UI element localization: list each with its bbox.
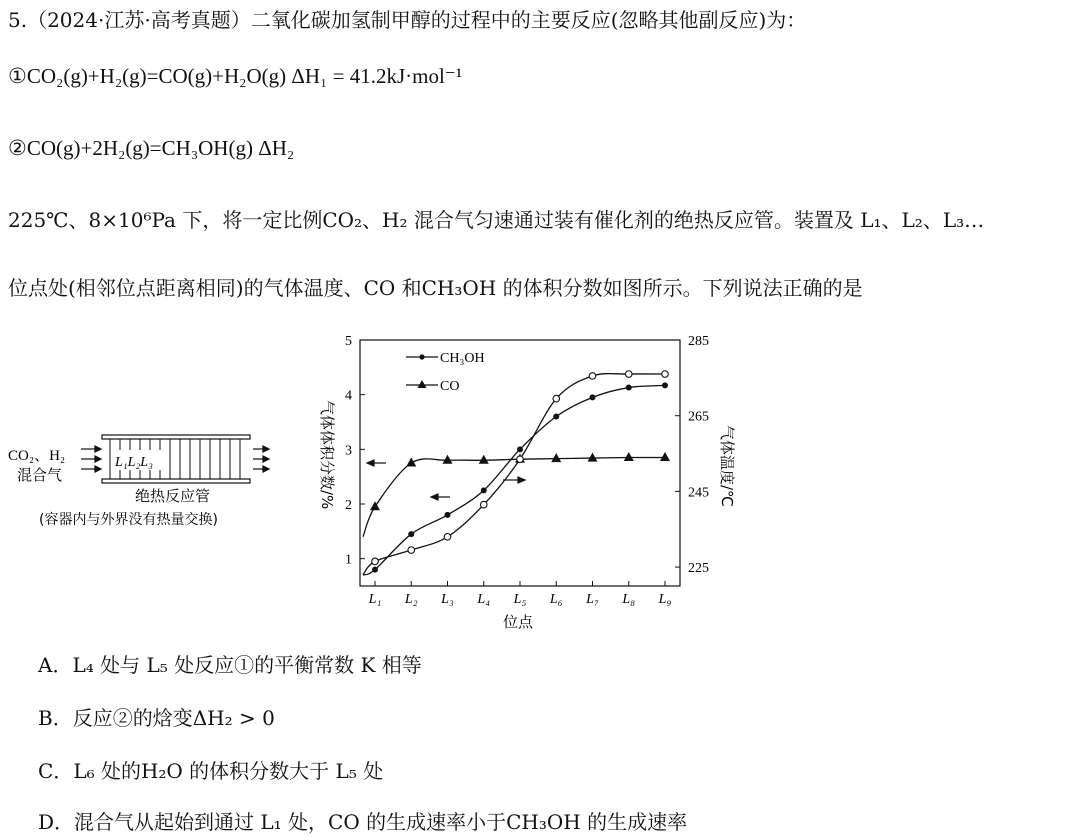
series-2-point <box>444 534 451 541</box>
series-0-point <box>626 385 632 391</box>
tube-points-label: L₁L₂L₃ <box>115 455 153 470</box>
question-header: 5.（2024·江苏·高考真题）二氧化碳加氢制甲醇的过程中的主要反应(忽略其他副反应)为： <box>8 8 807 32</box>
option-a-text: L₄ 处与 L₅ 处反应①的平衡常数 K 相等 <box>72 653 422 677</box>
y-left-tick-label: 2 <box>345 498 352 513</box>
series-0-point <box>590 394 596 400</box>
series-2-line <box>363 374 665 575</box>
x-axis-label: 位点 <box>503 613 534 631</box>
option-b[interactable] <box>38 704 275 732</box>
option-c-text: L₆ 处的H₂O 的体积分数大于 L₅ 处 <box>73 759 384 783</box>
y-right-tick-label: 245 <box>688 485 709 501</box>
x-tick-label: L₅ <box>513 592 527 607</box>
y-axis-left-label: 气体体积分数/% <box>318 400 336 510</box>
y-left-tick-label: 5 <box>345 334 352 349</box>
option-d[interactable] <box>38 808 687 836</box>
series-2-point <box>589 373 596 380</box>
legend-ch3oh-label: CH₃OH <box>440 351 485 366</box>
series-0-point <box>553 414 559 420</box>
inlet-arrows <box>81 446 101 472</box>
series-2-point <box>408 547 415 554</box>
condition-line-2: 位点处(相邻位点距离相同)的气体温度、CO 和CH₃OH 的体积分数如图所示。下列说法正确的是 <box>8 276 863 300</box>
series-0-point <box>408 531 414 537</box>
x-tick-label: L₇ <box>586 592 599 607</box>
option-c[interactable] <box>38 757 383 785</box>
series-2-point <box>372 558 379 565</box>
y-left-tick-label: 1 <box>345 552 352 568</box>
option-d-text: 混合气从起始到通过 L₁ 处，CO 的生成速率小于CH₃OH 的生成速率 <box>74 810 688 834</box>
series-1-point <box>551 453 561 462</box>
inlet-label-1: CO₂、H₂ <box>8 448 66 464</box>
option-b-letter: B． <box>38 706 73 730</box>
y-left-tick-label: 4 <box>345 388 352 404</box>
reactor-diagram <box>5 428 295 538</box>
y-right-tick-label: 265 <box>688 409 709 425</box>
y-right-tick-label: 225 <box>688 561 709 577</box>
series-1-point <box>588 453 598 462</box>
series-2-point <box>480 501 487 508</box>
reaction-2: ②CO(g)+2H₂(g)=CH₃OH(g) ΔH₂ <box>8 136 295 160</box>
series-1-point <box>443 455 453 464</box>
reaction-1: ①CO₂(g)+H₂(g)=CO(g)+H₂O(g) ΔH₁ = 41.2kJ·mol⁻¹ <box>8 64 463 88</box>
x-tick-label: L₈ <box>622 592 636 607</box>
series-0-point <box>517 446 523 452</box>
tube-note: (容器内与外界没有热量交换) <box>39 512 218 528</box>
outlet-arrows <box>253 446 269 472</box>
series-1-point <box>660 452 670 461</box>
option-a[interactable] <box>38 651 422 679</box>
x-tick-label: L₉ <box>658 592 672 607</box>
option-c-letter: C． <box>38 759 74 783</box>
series-1-line <box>363 457 665 536</box>
series-1-point <box>479 455 489 464</box>
series-2-point <box>662 371 669 378</box>
option-a-letter: A． <box>38 653 73 677</box>
legend <box>406 351 485 394</box>
series-0-point <box>372 567 378 573</box>
x-tick-label: L₁ <box>368 592 382 607</box>
line-chart <box>310 330 736 631</box>
y-axis-right-label: 气体温度/℃ <box>718 425 736 507</box>
option-d-letter: D． <box>38 810 75 834</box>
inlet-label-2: 混合气 <box>17 466 63 484</box>
y-left-tick-label: 3 <box>345 443 352 459</box>
legend-co-marker <box>418 380 427 388</box>
legend-ch3oh-marker <box>419 354 424 359</box>
axis-direction-arrows <box>367 460 525 500</box>
series-0-point <box>662 382 668 388</box>
x-tick-label: L₆ <box>549 592 563 607</box>
series-2-point <box>517 456 524 463</box>
x-tick-label: L₄ <box>477 592 491 607</box>
y-right-tick-label: 285 <box>688 334 709 349</box>
condition-line: 225℃、8×10⁶Pa 下，将一定比例CO₂、H₂ 混合气匀速通过装有催化剂的绝热反应管。装置及 L₁、L₂、L₃… <box>8 208 985 232</box>
x-tick-label: L₃ <box>441 592 454 607</box>
series-0-point <box>445 512 451 518</box>
series-2-point <box>625 371 632 378</box>
series-1-point <box>406 458 416 467</box>
series-1-point <box>624 452 634 461</box>
tube-label: 绝热反应管 <box>135 487 211 505</box>
series-2-point <box>553 395 560 402</box>
series-0-point <box>481 487 487 493</box>
legend-co-label: CO <box>440 379 460 394</box>
option-b-text: 反应②的焓变ΔH₂ > 0 <box>72 706 275 730</box>
x-tick-label: L₂ <box>404 592 418 607</box>
